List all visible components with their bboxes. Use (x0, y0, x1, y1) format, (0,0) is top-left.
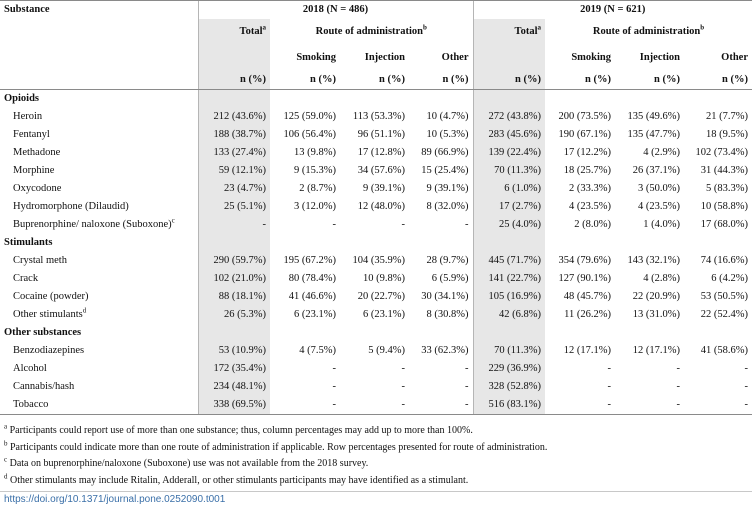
table-cell: 106 (56.4%) (283, 129, 336, 140)
table-cell: 10 (58.8%) (700, 201, 748, 212)
table-cell: 354 (79.6%) (558, 255, 611, 266)
table-cell: - (332, 381, 336, 392)
table-cell: 41 (58.6%) (700, 345, 748, 356)
table-cell: 445 (71.7%) (473, 252, 545, 270)
table-cell: 4 (2.8%) (643, 273, 680, 284)
table-row (0, 252, 752, 270)
table-cell: 11 (26.2%) (564, 309, 611, 320)
unit-label: n (%) (684, 71, 752, 90)
table-cell: 12 (48.0%) (357, 201, 405, 212)
table-cell: - (676, 363, 680, 374)
table-row (0, 288, 752, 306)
table-cell: 8 (32.0%) (426, 201, 469, 212)
table-cell: - (401, 381, 405, 392)
table-cell: - (607, 363, 611, 374)
table-cell: 141 (22.7%) (473, 270, 545, 288)
table-cell: 26 (37.1%) (632, 165, 680, 176)
substance-name: Fentanyl (13, 129, 50, 140)
table-cell: 4 (23.5%) (638, 201, 680, 212)
footnote: $^c$ Data on buprenorphine/naloxone (Suboxone) use was not available from the 2018 survey. (4, 455, 369, 469)
substance-name: Alcohol (13, 363, 47, 374)
table-cell: 290 (59.7%) (198, 252, 270, 270)
substance-name: Tobacco (0, 396, 198, 415)
table-cell: 26 (5.3%) (198, 306, 270, 324)
table-cell: 229 (36.9%) (473, 360, 545, 378)
unit-label: n (%) (270, 71, 340, 90)
table-cell: - (270, 396, 340, 415)
footnote: $^d$ Other stimulants may include Ritalin, Adderall, or other stimulants participants may have identified as a stimulant. (4, 472, 469, 486)
other-2019-header: Other (721, 52, 748, 63)
total-2019-header: Total$^a$ (473, 19, 545, 45)
substance-name: Heroin (13, 111, 43, 122)
table-cell: 283 (45.6%) (473, 126, 545, 144)
table-cell: 34 (57.6%) (357, 165, 405, 176)
table-row (0, 144, 752, 162)
table-cell: 4 (2.9%) (643, 147, 680, 158)
table-row (0, 198, 752, 216)
table-cell: 70 (11.3%) (473, 162, 545, 180)
table-cell: 17 (12.2%) (563, 147, 611, 158)
table-cell: 4 (7.5%) (299, 345, 336, 356)
smoking-2019-header: Smoking (571, 52, 611, 63)
table-cell: 22 (20.9%) (632, 291, 680, 302)
table-cell: 28 (9.7%) (426, 255, 469, 266)
table-cell: 74 (16.6%) (700, 255, 748, 266)
table-cell: 2 (33.3%) (569, 183, 611, 194)
substance-name: Cannabis/hash (13, 381, 75, 392)
table-cell: 10 (5.3%) (426, 129, 469, 140)
table-cell: 13 (9.8%) (294, 147, 336, 158)
route-2019-header: Route of administration$^b$ (592, 23, 705, 37)
table-cell: 59 (12.1%) (198, 162, 270, 180)
table-cell: - (465, 219, 469, 230)
table-cell: 9 (15.3%) (294, 165, 336, 176)
table-cell: - (615, 396, 684, 415)
substance-name: Crystal meth (13, 255, 67, 266)
table-cell: 22 (52.4%) (700, 309, 748, 320)
table-row (0, 342, 752, 360)
table-cell: 53 (10.9%) (198, 342, 270, 360)
section-title: Other substances (4, 327, 82, 338)
table-cell: 3 (12.0%) (294, 201, 336, 212)
table-cell: 10 (9.8%) (363, 273, 405, 284)
table-row (0, 270, 752, 288)
table-cell: - (198, 216, 270, 234)
table-cell: 2 (8.7%) (299, 183, 336, 194)
table-cell: 13 (31.0%) (632, 309, 680, 320)
unit-label: n (%) (545, 71, 615, 90)
footnote: $^b$ Participants could indicate more than one route of administration if applicable. Row percentages presented for route of administration. (4, 439, 548, 453)
table-cell: 6 (4.2%) (711, 273, 748, 284)
table-cell: 212 (43.6%) (198, 108, 270, 126)
section-header-row (0, 234, 752, 252)
route-2018-header: Route of administration$^b$ (315, 23, 427, 37)
table-cell: 234 (48.1%) (198, 378, 270, 396)
table-row (0, 108, 752, 126)
table-cell: 17 (12.8%) (357, 147, 405, 158)
table-cell: 200 (73.5%) (558, 111, 611, 122)
table-cell: 6 (23.1%) (363, 309, 405, 320)
table-cell: 12 (17.1%) (563, 345, 611, 356)
table-cell: 31 (44.3%) (700, 165, 748, 176)
table-cell: 42 (6.8%) (473, 306, 545, 324)
table-cell: 172 (35.4%) (198, 360, 270, 378)
section-header-row (0, 324, 752, 342)
table-row (0, 126, 752, 144)
substance-name: Morphine (13, 165, 55, 176)
table-cell: 9 (39.1%) (363, 183, 405, 194)
table-cell: 6 (1.0%) (473, 180, 545, 198)
table-cell: 9 (39.1%) (426, 183, 469, 194)
table-cell: - (545, 396, 615, 415)
header-row-groups (0, 19, 752, 45)
table-cell: 135 (47.7%) (627, 129, 680, 140)
table-cell: 21 (7.7%) (706, 111, 748, 122)
table-cell: 8 (30.8%) (426, 309, 469, 320)
table-cell: 190 (67.1%) (558, 129, 611, 140)
table-cell: 5 (9.4%) (368, 345, 405, 356)
table-cell: 2 (8.0%) (574, 219, 611, 230)
substance-name: Other stimulants$^d$ (13, 306, 87, 320)
table-cell: - (684, 396, 752, 415)
table-cell: 139 (22.4%) (473, 144, 545, 162)
doi-link[interactable]: https://doi.org/10.1371/journal.pone.0252090.t001 (0, 491, 752, 507)
table-row (0, 216, 752, 234)
table-cell: 23 (4.7%) (198, 180, 270, 198)
table-cell: 15 (25.4%) (421, 165, 469, 176)
table-cell: 89 (66.9%) (421, 147, 469, 158)
table-cell: - (332, 363, 336, 374)
table-cell: 17 (68.0%) (700, 219, 748, 230)
table-cell: - (332, 219, 336, 230)
smoking-2018-header: Smoking (296, 52, 336, 63)
table-cell: 127 (90.1%) (558, 273, 611, 284)
table-cell: 12 (17.1%) (632, 345, 680, 356)
table-cell: 1 (4.0%) (643, 219, 680, 230)
table-cell: 25 (4.0%) (473, 216, 545, 234)
substance-name: Oxycodone (13, 183, 62, 194)
table-cell: 6 (23.1%) (294, 309, 336, 320)
section-title: Opioids (4, 93, 40, 104)
table-cell: 96 (51.1%) (357, 129, 405, 140)
table-row (0, 378, 752, 396)
table-cell: 48 (45.7%) (563, 291, 611, 302)
table-cell: - (401, 363, 405, 374)
substance-name: Hydromorphone (Dilaudid) (13, 201, 129, 212)
table-cell: 113 (53.3%) (352, 111, 405, 122)
substance-name: Buprenorphine/ naloxone (Suboxone)$^c$ (13, 216, 175, 230)
unit-label: n (%) (615, 71, 684, 90)
injection-2018-header: Injection (364, 52, 405, 63)
year-2019-header: 2019 (N = 621) (473, 1, 752, 20)
table-row (0, 162, 752, 180)
table-cell: 10 (4.7%) (426, 111, 469, 122)
table-cell: 328 (52.8%) (473, 378, 545, 396)
table-row (0, 396, 752, 415)
table-cell: 3 (50.0%) (638, 183, 680, 194)
table-cell: 25 (5.1%) (198, 198, 270, 216)
injection-2019-header: Injection (639, 52, 680, 63)
table-cell: 516 (83.1%) (473, 396, 545, 415)
table-cell: - (676, 381, 680, 392)
table-cell: - (607, 381, 611, 392)
section-title: Stimulants (4, 237, 53, 248)
section-header-row (0, 90, 752, 109)
table-cell: 17 (2.7%) (473, 198, 545, 216)
substance-name: Crack (13, 273, 39, 284)
table-cell: 70 (11.3%) (473, 342, 545, 360)
table-cell: 18 (9.5%) (706, 129, 748, 140)
unit-label: n (%) (340, 71, 409, 90)
table-cell: 30 (34.1%) (421, 291, 469, 302)
table-cell: 135 (49.6%) (627, 111, 680, 122)
header-row-units (0, 71, 752, 90)
table-cell: 272 (43.8%) (473, 108, 545, 126)
table-cell: 188 (38.7%) (198, 126, 270, 144)
other-2018-header: Other (441, 52, 469, 63)
table-cell: - (744, 363, 748, 374)
table-cell: 88 (18.1%) (198, 288, 270, 306)
table-cell: 105 (16.9%) (473, 288, 545, 306)
table-row (0, 306, 752, 324)
table-cell: - (340, 396, 409, 415)
year-2018-header: 2018 (N = 486) (198, 1, 473, 20)
table-cell: 18 (25.7%) (563, 165, 611, 176)
table-cell: 20 (22.7%) (357, 291, 405, 302)
table-cell: 4 (23.5%) (569, 201, 611, 212)
table-cell: 133 (27.4%) (198, 144, 270, 162)
header-row-years (0, 1, 752, 20)
footnote: $^a$ Participants could report use of more than one substance; thus, column percentages may add up to more than 100%. (4, 422, 473, 436)
substance-name: Cocaine (powder) (13, 291, 89, 302)
substance-name: Methadone (13, 147, 61, 158)
total-2018-header: Total$^a$ (198, 19, 270, 45)
table-cell: - (465, 363, 469, 374)
footnotes (0, 415, 752, 489)
unit-label: n (%) (198, 71, 270, 90)
table-cell: - (409, 396, 473, 415)
table-cell: 125 (59.0%) (283, 111, 336, 122)
header-row-routes (0, 45, 752, 71)
unit-label: n (%) (409, 71, 473, 90)
table-cell: 5 (83.3%) (706, 183, 748, 194)
table-cell: 104 (35.9%) (352, 255, 405, 266)
table-cell: 53 (50.5%) (700, 291, 748, 302)
table-cell: 33 (62.3%) (421, 345, 469, 356)
table-cell: - (465, 381, 469, 392)
table-cell: - (744, 381, 748, 392)
table-cell: 80 (78.4%) (288, 273, 336, 284)
table-cell: 338 (69.5%) (198, 396, 270, 415)
table-cell: 6 (5.9%) (431, 273, 469, 284)
table-cell: 102 (21.0%) (198, 270, 270, 288)
table-cell: - (401, 219, 405, 230)
table-cell: 195 (67.2%) (283, 255, 336, 266)
substance-name: Benzodiazepines (13, 345, 85, 356)
unit-label: n (%) (473, 71, 545, 90)
substance-header: Substance (0, 1, 198, 20)
table-row (0, 180, 752, 198)
table-cell: 41 (46.6%) (288, 291, 336, 302)
table-cell: 102 (73.4%) (695, 147, 748, 158)
table-cell: 143 (32.1%) (627, 255, 680, 266)
table-row (0, 360, 752, 378)
